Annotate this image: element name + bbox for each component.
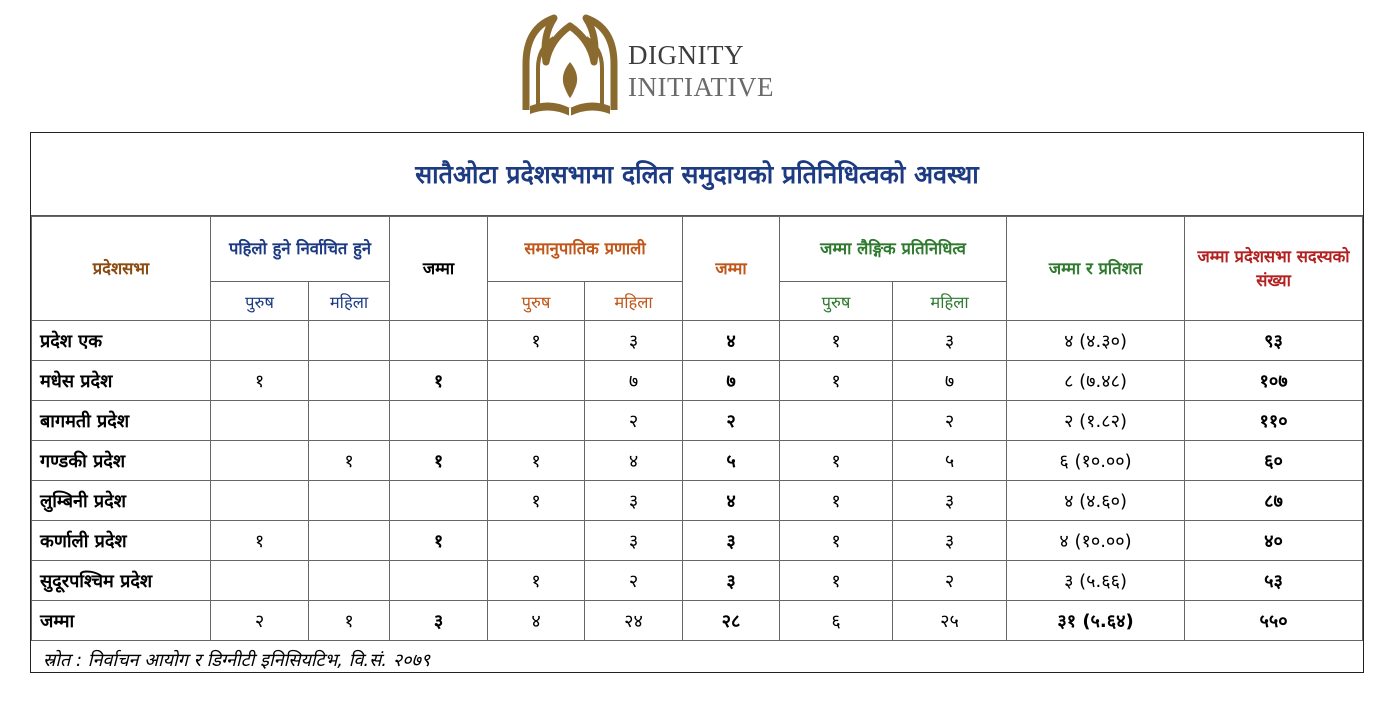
cell-fptp-female: १ xyxy=(309,601,390,641)
cell-total-percent: ४ (१०.००) xyxy=(1007,521,1185,561)
table-row xyxy=(32,321,1363,361)
cell-assembly: ६० xyxy=(1185,441,1363,481)
header-fptp-total: जम्मा xyxy=(390,217,488,321)
cell-fptp-total xyxy=(390,481,488,521)
header-pr-male: पुरुष xyxy=(488,282,585,321)
cell-fptp-female xyxy=(309,521,390,561)
header-fptp-male: पुरुष xyxy=(211,282,309,321)
table-row xyxy=(32,561,1363,601)
cell-fptp-female xyxy=(309,361,390,401)
cell-fptp-male xyxy=(211,481,309,521)
cell-fptp-male xyxy=(211,321,309,361)
logo-text-dignity: DIGNITY xyxy=(628,40,744,70)
cell-gender-female: २५ xyxy=(893,601,1007,641)
table-row xyxy=(32,401,1363,441)
flame-book-emblem-icon xyxy=(520,6,620,122)
table-row xyxy=(32,521,1363,561)
cell-fptp-total xyxy=(390,401,488,441)
cell-fptp-total: १ xyxy=(390,361,488,401)
cell-pr-male: १ xyxy=(488,481,585,521)
header-assembly-members: जम्मा प्रदेशसभा सदस्यको संख्या xyxy=(1185,217,1363,321)
header-province: प्रदेशसभा xyxy=(32,217,211,321)
cell-fptp-female xyxy=(309,561,390,601)
cell-fptp-male xyxy=(211,401,309,441)
cell-gender-male: १ xyxy=(780,441,893,481)
cell-province: प्रदेश एक xyxy=(32,321,211,361)
header-pr-female: महिला xyxy=(585,282,683,321)
cell-pr-male: १ xyxy=(488,441,585,481)
cell-gender-female: २ xyxy=(893,561,1007,601)
header-gender-male: पुरुष xyxy=(780,282,893,321)
cell-fptp-total xyxy=(390,321,488,361)
source-note: स्रोत : निर्वाचन आयोग र डिग्नीटी इनिसियटिभ, वि.सं. २०७९ xyxy=(43,649,431,671)
cell-pr-female: ४ xyxy=(585,441,683,481)
cell-pr-total: २८ xyxy=(683,601,780,641)
cell-gender-female: ३ xyxy=(893,321,1007,361)
cell-fptp-total xyxy=(390,561,488,601)
header-pr: समानुपातिक प्रणाली xyxy=(488,217,683,282)
cell-pr-total: ४ xyxy=(683,481,780,521)
cell-pr-male xyxy=(488,401,585,441)
logo-text-initiative: INITIATIVE xyxy=(628,72,774,102)
cell-fptp-total: ३ xyxy=(390,601,488,641)
cell-fptp-total: १ xyxy=(390,441,488,481)
cell-province: गण्डकी प्रदेश xyxy=(32,441,211,481)
cell-gender-female: ३ xyxy=(893,481,1007,521)
cell-gender-male: ६ xyxy=(780,601,893,641)
cell-total-percent: ४ (४.६०) xyxy=(1007,481,1185,521)
cell-total-percent: ४ (४.३०) xyxy=(1007,321,1185,361)
cell-pr-total: ५ xyxy=(683,441,780,481)
cell-pr-female: ७ xyxy=(585,361,683,401)
cell-assembly: १०७ xyxy=(1185,361,1363,401)
cell-total-percent: ३ (५.६६) xyxy=(1007,561,1185,601)
cell-pr-female: ३ xyxy=(585,481,683,521)
header-pr-total: जम्मा xyxy=(683,217,780,321)
cell-province: लुम्बिनी प्रदेश xyxy=(32,481,211,521)
cell-gender-male: १ xyxy=(780,361,893,401)
cell-pr-female: २४ xyxy=(585,601,683,641)
cell-pr-total: ४ xyxy=(683,321,780,361)
header-gender: जम्मा लैङ्गिक प्रतिनिधित्व xyxy=(780,217,1007,282)
representation-table-frame xyxy=(30,132,1364,673)
cell-gender-female: ५ xyxy=(893,441,1007,481)
cell-fptp-male xyxy=(211,441,309,481)
cell-gender-female: ७ xyxy=(893,361,1007,401)
cell-pr-total: २ xyxy=(683,401,780,441)
dignity-initiative-logo xyxy=(520,6,774,124)
cell-gender-female: २ xyxy=(893,401,1007,441)
header-total-percent: जम्मा र प्रतिशत xyxy=(1007,217,1185,321)
cell-fptp-male: २ xyxy=(211,601,309,641)
representation-table xyxy=(31,216,1363,641)
cell-province: बागमती प्रदेश xyxy=(32,401,211,441)
cell-assembly: ४० xyxy=(1185,521,1363,561)
cell-total-percent: २ (१.८२) xyxy=(1007,401,1185,441)
cell-pr-total: ३ xyxy=(683,521,780,561)
cell-gender-male: १ xyxy=(780,481,893,521)
cell-pr-male: १ xyxy=(488,321,585,361)
cell-pr-male xyxy=(488,521,585,561)
title-row xyxy=(31,133,1363,216)
cell-fptp-female xyxy=(309,481,390,521)
cell-assembly: ५५० xyxy=(1185,601,1363,641)
cell-pr-male xyxy=(488,361,585,401)
cell-pr-female: २ xyxy=(585,401,683,441)
table-row xyxy=(32,361,1363,401)
cell-total-percent: ३१ (५.६४) xyxy=(1007,601,1185,641)
table-row xyxy=(32,481,1363,521)
cell-province: कर्णाली प्रदेश xyxy=(32,521,211,561)
cell-fptp-male: १ xyxy=(211,361,309,401)
cell-fptp-male xyxy=(211,561,309,601)
cell-pr-female: २ xyxy=(585,561,683,601)
table-row xyxy=(32,441,1363,481)
cell-fptp-total: १ xyxy=(390,521,488,561)
cell-pr-total: ३ xyxy=(683,561,780,601)
header-fptp: पहिलो हुने निर्वाचित हुने xyxy=(211,217,390,282)
cell-gender-male: १ xyxy=(780,321,893,361)
cell-gender-male xyxy=(780,401,893,441)
cell-gender-male: १ xyxy=(780,561,893,601)
cell-total-percent: ८ (७.४८) xyxy=(1007,361,1185,401)
cell-province: मधेस प्रदेश xyxy=(32,361,211,401)
header-gender-female: महिला xyxy=(893,282,1007,321)
cell-assembly: ११० xyxy=(1185,401,1363,441)
cell-assembly: ८७ xyxy=(1185,481,1363,521)
cell-gender-female: ३ xyxy=(893,521,1007,561)
header-fptp-female: महिला xyxy=(309,282,390,321)
cell-pr-female: ३ xyxy=(585,321,683,361)
cell-total-percent: ६ (१०.००) xyxy=(1007,441,1185,481)
cell-pr-total: ७ xyxy=(683,361,780,401)
cell-fptp-female xyxy=(309,321,390,361)
cell-province: सुदूरपश्चिम प्रदेश xyxy=(32,561,211,601)
cell-province-total: जम्मा xyxy=(32,601,211,641)
cell-pr-male: ४ xyxy=(488,601,585,641)
table-title: सातैओटा प्रदेशसभामा दलित समुदायको प्रतिनिधित्वको अवस्था xyxy=(415,160,979,189)
cell-assembly: ५३ xyxy=(1185,561,1363,601)
cell-pr-female: ३ xyxy=(585,521,683,561)
cell-pr-male: १ xyxy=(488,561,585,601)
cell-gender-male: १ xyxy=(780,521,893,561)
table-total-row xyxy=(32,601,1363,641)
cell-fptp-female xyxy=(309,401,390,441)
cell-fptp-female: १ xyxy=(309,441,390,481)
cell-assembly: ९३ xyxy=(1185,321,1363,361)
cell-fptp-male: १ xyxy=(211,521,309,561)
